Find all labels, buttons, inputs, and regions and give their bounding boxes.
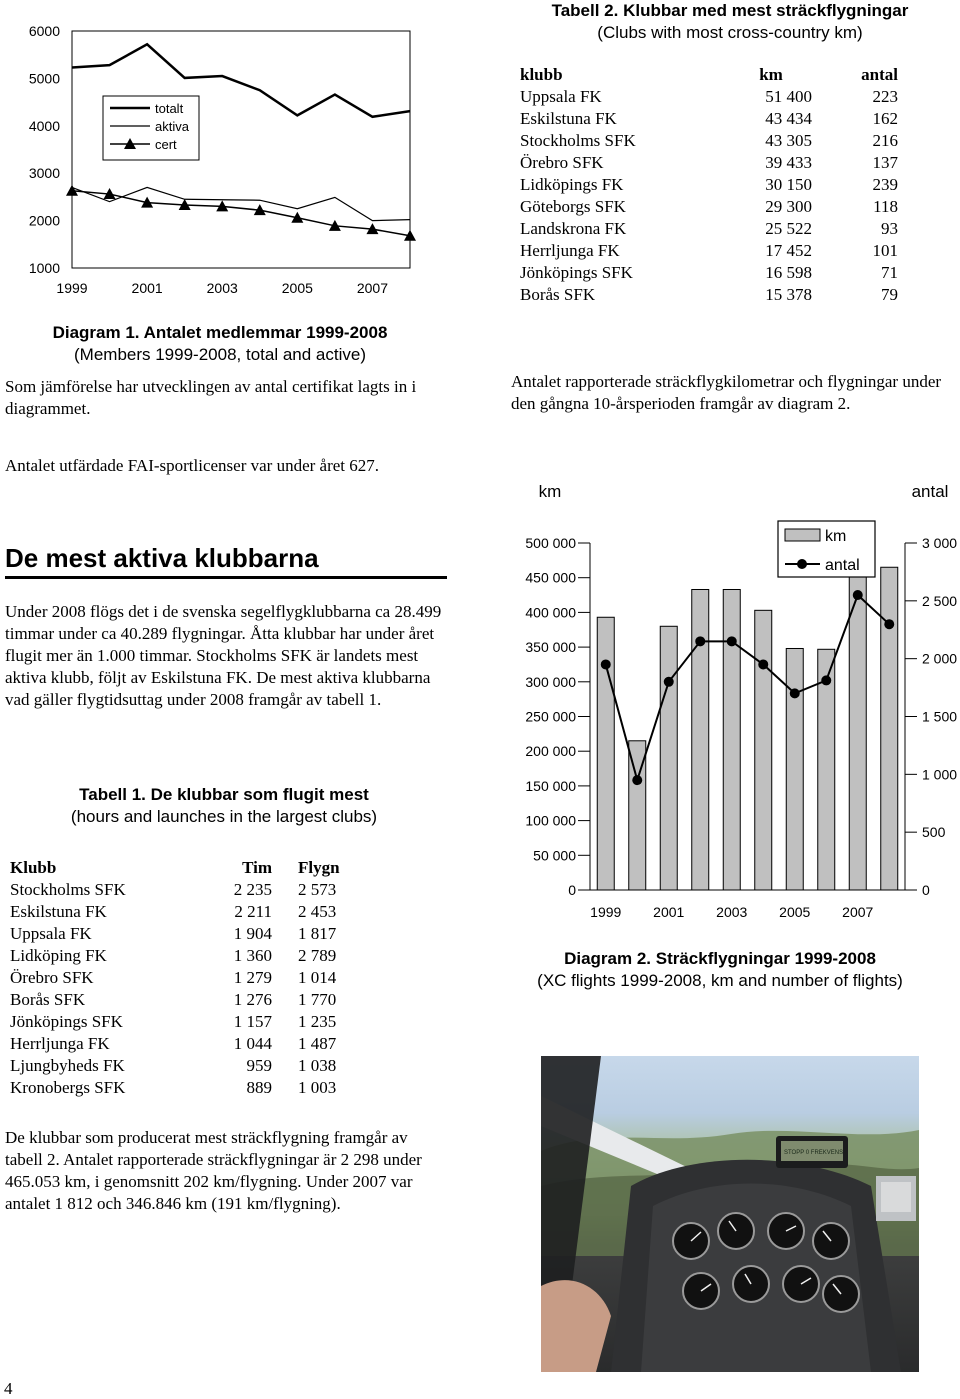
diagram1-caption [0, 322, 440, 366]
diagram2-point-antal [664, 677, 674, 687]
table2-cell-antal: 137 [872, 153, 898, 172]
table1-header-tim: Tim [242, 858, 272, 877]
table1-cell-klubb: Stockholms SFK [10, 880, 126, 899]
diagram1-ytick-label: 3000 [28, 165, 60, 182]
diagram2-point-antal [727, 636, 737, 646]
diagram1-caption-title: Diagram 1. Antalet medlemmar 1999-2008 [52, 323, 388, 342]
table1-row [10, 945, 393, 967]
table2-cell-antal: 223 [872, 87, 898, 106]
table1-cell-flygn: 1 487 [298, 1034, 337, 1053]
table1-header-row [10, 857, 393, 879]
table1-grid [10, 857, 393, 1099]
table1-cell-tim: 1 904 [233, 924, 272, 943]
table1-cell-tim: 1 360 [233, 946, 272, 965]
diagram1-ytick-label: 5000 [28, 70, 60, 87]
table1-cell-tim: 1 279 [233, 968, 272, 987]
diagram2-right-tick-label: 2 500 [922, 592, 958, 609]
diagram2-right-tick-label: 1 500 [922, 708, 958, 725]
table1-cell-flygn: 1 817 [298, 924, 337, 943]
diagram2-caption-title: Diagram 2. Sträckflygningar 1999-2008 [564, 949, 876, 968]
diagram2-left-tick-label: 150 000 [525, 777, 576, 794]
diagram2-bar [881, 567, 898, 890]
table1-cell-tim: 1 276 [233, 990, 272, 1009]
diagram2-point-antal [601, 659, 611, 669]
diagram2-bar [849, 576, 866, 890]
table2-row [520, 152, 898, 174]
cockpit-illustration-icon [541, 1056, 919, 1372]
section-heading: De mest aktiva klubbarna [5, 543, 319, 573]
diagram2-xtick-label: 2003 [716, 904, 748, 920]
table2-cell-km: 43 434 [765, 109, 812, 128]
table2-cell-antal: 79 [881, 285, 898, 304]
diagram1-chart [0, 0, 440, 310]
table2-cell-klubb: Göteborgs SFK [520, 197, 626, 216]
table2-header-km: km [759, 65, 783, 84]
table1-row [10, 967, 393, 989]
diagram2-left-tick-label: 300 000 [525, 673, 576, 690]
table1-cell-klubb: Ljungbyheds FK [10, 1056, 125, 1075]
table2-cell-km: 15 378 [765, 285, 812, 304]
table2-cell-antal: 239 [872, 175, 898, 194]
diagram2-legend-marker [797, 559, 807, 569]
table2-cell-km: 16 598 [765, 263, 812, 282]
table1-header-flygn: Flygn [298, 858, 340, 877]
table2-caption-subtitle: (Clubs with most cross-country km) [597, 23, 863, 42]
table1-cell-flygn: 1 038 [298, 1056, 337, 1075]
table2-cell-km: 39 433 [765, 153, 812, 172]
table1-cell-tim: 1 157 [233, 1012, 272, 1031]
diagram2-left-tick-label: 350 000 [525, 639, 576, 656]
diagram2-point-antal [884, 619, 894, 629]
diagram2-caption-subtitle: (XC flights 1999-2008, km and number of flights) [537, 971, 903, 990]
table2-row [520, 284, 898, 306]
diagram2-bar [692, 589, 709, 890]
glider-cockpit-photo [541, 1056, 919, 1372]
diagram1-caption-subtitle: (Members 1999-2008, total and active) [74, 345, 366, 364]
diagram1-ytick-label: 2000 [28, 212, 60, 229]
table2-cell-klubb: Stockholms SFK [520, 131, 636, 150]
diagram1-ytick-label: 6000 [28, 23, 60, 39]
table2-cell-klubb: Borås SFK [520, 285, 596, 304]
table1-cell-tim: 1 044 [233, 1034, 272, 1053]
table1-cell-tim: 959 [246, 1056, 272, 1075]
diagram2-xtick-label: 2005 [779, 904, 811, 920]
table2-cell-antal: 71 [881, 263, 898, 282]
diagram2-left-tick-label: 50 000 [533, 847, 576, 864]
table2-cell-km: 43 305 [765, 131, 812, 150]
table1-cell-klubb: Jönköpings SFK [10, 1012, 123, 1031]
table1-row [10, 1011, 393, 1033]
table1-cell-flygn: 2 789 [298, 946, 337, 965]
diagram2-xtick-label: 2001 [653, 904, 685, 920]
table1-caption [0, 784, 448, 828]
table1-cell-klubb: Herrljunga FK [10, 1034, 110, 1053]
diagram2-legend-label-antal: antal [825, 557, 860, 574]
table1-cell-tim: 2 235 [233, 880, 272, 899]
table1-cell-klubb: Kronobergs SFK [10, 1078, 126, 1097]
diagram1-ytick-label: 4000 [28, 117, 60, 134]
diagram2-legend-label-km: km [825, 528, 847, 545]
diagram2-point-antal [758, 659, 768, 669]
diagram2-right-tick-label: 3 000 [922, 535, 958, 551]
diagram1-series-aktiva [72, 187, 410, 220]
diagram2-right-tick-label: 1 000 [922, 766, 958, 783]
diagram1-note: Som jämförelse har utvecklingen av antal certifikat lagts in i diagrammet. [5, 377, 417, 418]
table2-cell-klubb: Lidköpings FK [520, 175, 624, 194]
table2-cell-antal: 162 [872, 109, 898, 128]
table1-cell-tim: 889 [246, 1078, 272, 1097]
diagram2-left-tick-label: 500 000 [525, 535, 576, 551]
table2 [520, 64, 898, 306]
table1-cell-klubb: Uppsala FK [10, 924, 92, 943]
diagram2-bar [723, 589, 740, 890]
diagram1-xtick-label: 2007 [356, 280, 389, 296]
table1-cell-flygn: 2 453 [298, 902, 337, 921]
diagram2-left-tick-label: 200 000 [525, 743, 576, 760]
table2-cell-antal: 93 [881, 219, 898, 238]
table1-row [10, 901, 393, 923]
table1-row [10, 879, 393, 901]
table1-cell-flygn: 1 235 [298, 1012, 337, 1031]
diagram2-xtick-label: 2007 [842, 904, 874, 920]
fai-text: Antalet utfärdade FAI-sportlicenser var under året 627. [5, 456, 380, 475]
diagram2-left-axis-title: km [538, 482, 562, 501]
diagram1 [0, 0, 440, 310]
diagram2-point-antal [695, 636, 705, 646]
table1-row [10, 1033, 393, 1055]
table2-row [520, 86, 898, 108]
closing-text: De klubbar som producerat mest sträckflygning framgår av tabell 2. Antalet rapporterade sträckflygningar är 2 298 under 465.053 km, i genomsnitt 202 km/flygning. Under 2007 var antalet 1 812 och 346.846 km (191 km/flygning). [5, 1128, 422, 1213]
diagram2-bar [786, 648, 803, 890]
table1-cell-klubb: Borås SFK [10, 990, 86, 1009]
diagram2-left-tick-label: 100 000 [525, 812, 576, 829]
diagram2-legend-swatch-km [785, 529, 820, 541]
table1-row [10, 1055, 393, 1077]
table2-cell-km: 25 522 [765, 219, 812, 238]
diagram2-bar [660, 626, 677, 890]
diagram1-xtick-label: 2001 [131, 280, 163, 296]
diagram1-legend-label: totalt [155, 101, 184, 116]
diagram2-chart [480, 470, 960, 930]
diagram1-series-cert [72, 191, 410, 236]
table1-cell-flygn: 1 003 [298, 1078, 337, 1097]
table2-cell-km: 29 300 [765, 197, 812, 216]
table2-cell-klubb: Örebro SFK [520, 153, 604, 172]
diagram2-xtick-label: 1999 [590, 904, 622, 920]
diagram2-point-antal [821, 675, 831, 685]
table2-cell-km: 30 150 [765, 175, 812, 194]
table1-cell-flygn: 1 014 [298, 968, 337, 987]
diagram2-right-axis-title: antal [911, 482, 949, 501]
table1-cell-klubb: Lidköping FK [10, 946, 107, 965]
table2-row [520, 130, 898, 152]
table2-row [520, 108, 898, 130]
diagram1-point-cert [66, 185, 78, 196]
diagram2-left-tick-label: 0 [568, 882, 576, 898]
diagram2-bar [755, 610, 772, 890]
table2-header-klubb: klubb [520, 65, 563, 84]
table2-cell-antal: 101 [872, 241, 898, 260]
table2-header-antal: antal [861, 65, 898, 84]
table1-cell-klubb: Eskilstuna FK [10, 902, 107, 921]
table2-row [520, 196, 898, 218]
diagram2-right-tick-label: 500 [922, 824, 946, 841]
table1-row [10, 989, 393, 1011]
table2-cell-antal: 118 [873, 197, 898, 216]
diagram1-ytick-label: 1000 [28, 260, 60, 276]
table2-cell-klubb: Herrljunga FK [520, 241, 620, 260]
table2-caption-title: Tabell 2. Klubbar med mest sträckflygningar [551, 1, 909, 20]
diagram2-left-tick-label: 400 000 [525, 604, 576, 621]
diagram1-xtick-label: 2005 [281, 280, 313, 296]
table2-grid [520, 64, 898, 306]
table2-cell-klubb: Eskilstuna FK [520, 109, 617, 128]
section-text: Under 2008 flögs det i de svenska segelflygklubbarna ca 28.499 timmar under ca 40.289 flygningar. Åtta klubbar har under året flugit mer än 1.000 timmar. Stockholms SFK är landets mest aktiva klubb, följt av Eskilstuna FK. De mest aktiva klubbarna vad gäller flygtidsuttag under 2008 framgår av tabell 1. [5, 602, 442, 709]
diagram2-left-tick-label: 450 000 [525, 569, 576, 586]
table1-cell-klubb: Örebro SFK [10, 968, 94, 987]
table1-cell-flygn: 1 770 [298, 990, 337, 1009]
table1-row [10, 923, 393, 945]
section-heading-rule [5, 576, 447, 579]
diagram2-point-antal [853, 590, 863, 600]
diagram2 [480, 470, 960, 930]
diagram1-xtick-label: 2003 [206, 280, 238, 296]
photo-display-text: STOPP 0 FREKVENS [784, 1150, 844, 1156]
table2-cell-km: 51 400 [765, 87, 812, 106]
diagram2-point-antal [790, 688, 800, 698]
table1-header-klubb: Klubb [10, 858, 57, 877]
diagram2-caption [480, 948, 960, 992]
table2-cell-antal: 216 [872, 131, 898, 150]
page-number: 4 [4, 1379, 13, 1398]
diagram2-right-tick-label: 2 000 [922, 650, 958, 667]
table1-caption-subtitle: (hours and launches in the largest clubs) [70, 807, 378, 826]
table2-cell-klubb: Landskrona FK [520, 219, 627, 238]
table2-caption [500, 0, 960, 44]
table2-row [520, 174, 898, 196]
table2-header-row [520, 64, 898, 86]
table1-caption-title: Tabell 1. De klubbar som flugit mest [79, 785, 369, 804]
table1-cell-tim: 2 211 [234, 902, 272, 921]
table2-cell-klubb: Uppsala FK [520, 87, 602, 106]
table2-row [520, 262, 898, 284]
table2-row [520, 218, 898, 240]
diagram2-right-tick-label: 0 [922, 882, 930, 898]
diagram2-series-antal [606, 595, 890, 780]
table1-cell-flygn: 2 573 [298, 880, 337, 899]
table2-row [520, 240, 898, 262]
table1 [10, 857, 393, 1099]
diagram1-xtick-label: 1999 [56, 280, 88, 296]
table2-note: Antalet rapporterade sträckflygkilometrar och flygningar under den gångna 10-årsperioden framgår av diagram 2. [511, 372, 942, 413]
diagram1-legend-label: cert [155, 137, 177, 152]
diagram2-left-tick-label: 250 000 [525, 708, 576, 725]
table1-row [10, 1077, 393, 1099]
diagram1-legend-label: aktiva [155, 119, 189, 134]
diagram2-bar [597, 617, 614, 890]
table2-cell-km: 17 452 [765, 241, 812, 260]
diagram2-point-antal [632, 775, 642, 785]
table2-cell-klubb: Jönköpings SFK [520, 263, 633, 282]
